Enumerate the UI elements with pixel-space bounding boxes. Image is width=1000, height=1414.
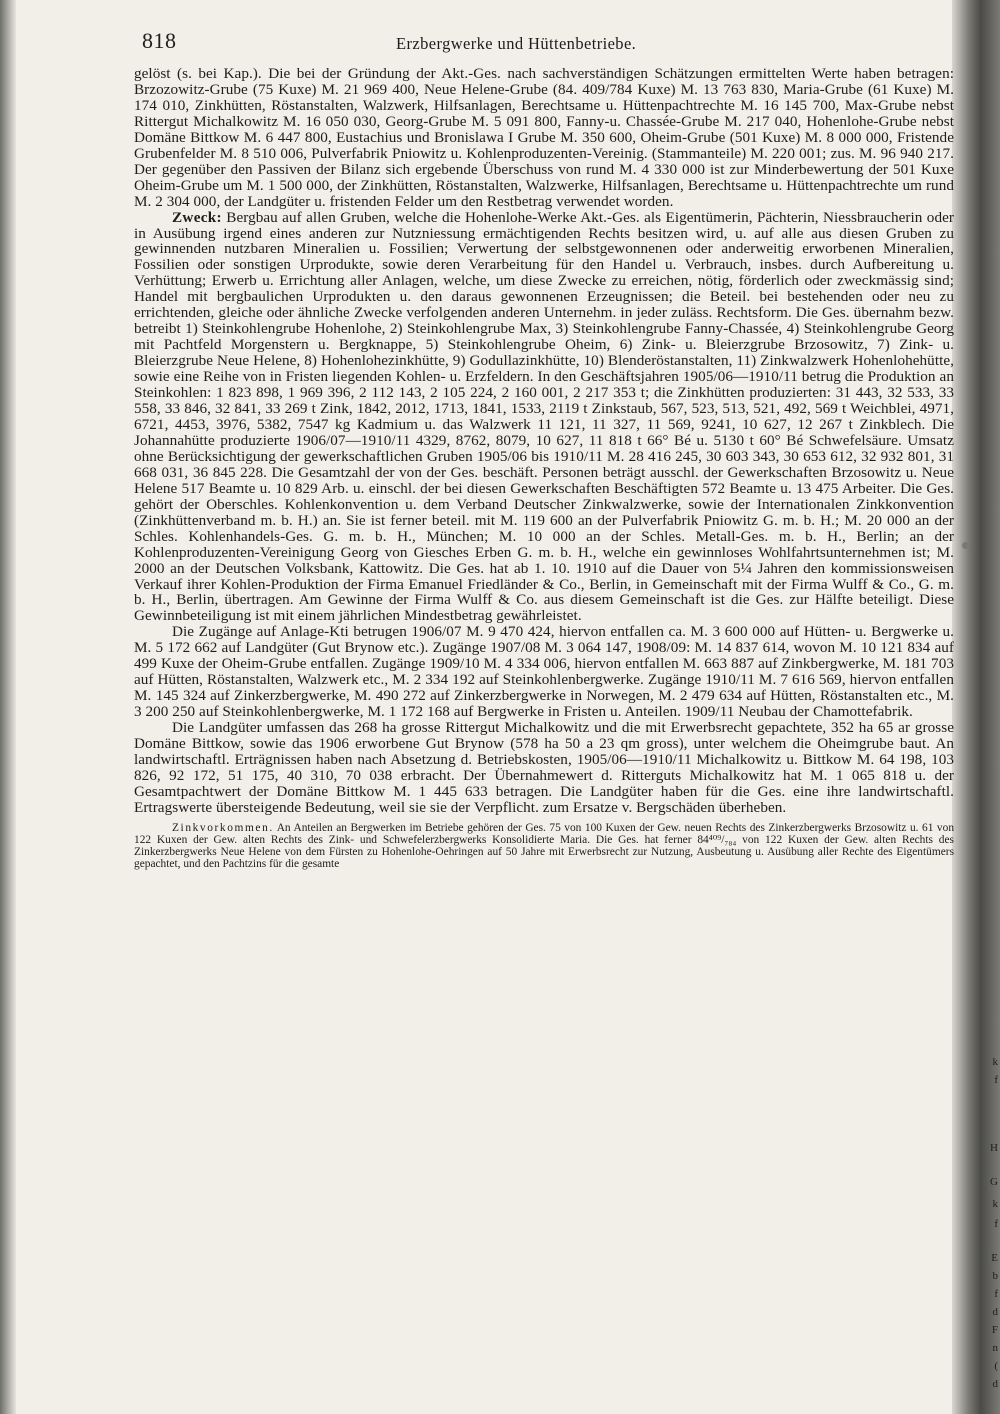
running-title: Erzbergwerke und Hüttenbetriebe.	[396, 34, 637, 53]
paragraph-text: Bergbau auf allen Gruben, welche die Hohenlohe-Werke Akt.-Ges. als Eigentümerin, Pächterin, Niessbraucherin oder in Ausübung irgend eines anderen zur Nutzniessung ermächtigenden Rechts besitzen wird, u. auf alle aus diesen Gruben zu gewinnenden nutzbaren Mineralien u. Fossilien; Verwertung der selbstgewonnenen oder anderweitig erworbenen Mineralien, Fossilien oder sonstigen Urprodukte, sowie deren Verarbeitung für den Handel u. Verbrauch, insbes. durch Aufbereitung u. Verhüttung; Erwerb u. Errichtung aller Anlagen, welche, um diese Zwecke zu erreichen, nötig, förderlich oder zweckmässig sind; Handel mit bergbaulichen Urprodukten u. den daraus gewonnenen Erzeugnissen; die Beteil. bei bestehenden oder neu zu errichtenden, gleiche oder ähnliche Zwecke verfolgenden anderen Unternehm. in jeder zuläss. Rechtsform. Die Ges. übernahm bezw. betreibt 1) Steinkohlengrube Hohenlohe, 2) Steinkohlengrube Max, 3) Steinkohlengrube Fanny-Chassée, 4) Steinkohlengrube Georg mit Pachtfeld Morgenstern u. Bergknappe, 5) Steinkohlengrube Oheim, 6) Zink- u. Bleierzgrube Brzosowitz, 7) Zink- u. Bleierzgrube Neue Helene, 8) Hohenlohezinkhütte, 9) Godullazinkhütte, 10) Blenderöstanstalten, 11) Zinkwalzwerk Hohenlohehütte, sowie eine Reihe von in Fristen liegenden Kohlen- u. Erzfeldern. In den Geschäftsjahren 1905/06—1910/11 betrug die Produktion an Steinkohlen: 1 823 898, 1 969 396, 2 112 143, 2 105 224, 2 160 001, 2 217 353 t; die Zinkhütten produzierten: 31 443, 32 533, 33 558, 33 846, 32 841, 33 269 t Zink, 1842, 2012, 1713, 1841, 1533, 2119 t Zinkstaub, 567, 523, 513, 521, 492, 569 t Weichblei, 4971, 6721, 4453, 3976, 5382, 7547 kg Kadmium u. das Walzwerk 11 121, 11 327, 11 569, 9241, 10 627, 12 267 t Zinkblech. Die Johannahütte produzierte 1906/07—1910/11 4329, 8762, 8079, 10 627, 11 818 t 66° Bé u. 5130 t 60° Bé Schwefelsäure. Umsatz ohne Berücksichtigung der gewerkschaftlichen Gruben 1905/06 bis 1910/11 M. 28 416 245, 30 603 343, 30 653 612, 32 932 801, 31 668 031, 36 845 228. Die Gesamtzahl der von der Ges. beschäft. Personen beträgt ausschl. der Gewerkschaften Brzosowitz u. Neue Helene 517 Beamte u. 10 829 Arb. u. einschl. der bei diesen Gewerkschaften Beschäftigten 572 Beamte u. 13 475 Arbeiter. Die Ges. gehört der Oberschles. Kohlenkonvention u. dem Verband Deutscher Zinkwalzwerke, sowie der Internationalen Zinkkonvention (Zinkhüttenverband m. b. H.) an. Sie ist ferner beteil. mit M. 119 600 an der Pulverfabrik Pniowitz G. m. b. H.; M. 20 000 an der Schles. Kohlenhandels-Ges. G. m. b. H., München; M. 10 000 an der Schles. Metall-Ges. m. b. H., Berlin; an der Kohlenproduzenten-Vereinigung Georg von Giesches Erben G. m. b. H., welche ein gewinnloses Wohlfahrtsunternehmen ist; M. 2000 an der Deutschen Volksbank, Kattowitz. Die Ges. hat ab 1. 10. 1910 auf die Dauer von 5¼ Jahren den kommissionsweisen Verkauf ihrer Kohlen-Produktion der Firma Emanuel Friedländer & Co., Berlin, in Gemeinschaft mit der Firma Wulff & Co., G. m. b. H., Berlin, übertragen. Am Gewinne der Firma Wulff & Co. aus diesem Gemeinschaft ist die Ges. zur Hälfte beteiligt. Diese Gewinnbeteiligung ist mit einem jährlichen Mindestbetrag gewährleistet.	[134, 208, 954, 625]
book-page	[134, 22, 954, 871]
fragment: (	[994, 1360, 998, 1372]
paragraph-text: Die Landgüter umfassen das 268 ha grosse Rittergut Michalkowitz und die mit Erwerbsrecht gepachtete, 352 ha 65 ar grosse Domäne Bittkow, sowie das 1906 erworbene Gut Brynow (578 ha 50 a 23 qm gross), unter welchem die Oheimgrube baut. An landwirtschaftl. Erträgnissen haben nach Absetzung d. Betriebskosten, 1905/06—1910/11 Michalkowitz u. Bittkow M. 64 198, 103 826, 92 172, 51 175, 40 310, 70 038 erbracht. Der Übernahmewert d. Ritterguts Michalkowitz hat M. 1 065 818 u. der Gesamtpachtwert der Domäne Bittkow M. 1 445 633 betragen. Die Landgüter haben für die Ges. eine ihre landwirtschaftl. Ertragswerte übersteigende Bedeutung, weil sie sie der Verpflicht. zum Ersatze v. Bergschäden überheben.	[134, 719, 954, 816]
fragment: n	[992, 1342, 998, 1354]
fragment: E	[991, 1252, 998, 1264]
fragment: k	[992, 1056, 998, 1068]
footnote-text: An Anteilen an Bergwerken im Betriebe gehören der Ges. 75 von 100 Kuxen der Gew. neuen Rechts des Zinkerzbergwerks Brzosowitz u. 61 von 122 Kuxen der Gew. alten Rechts des Zink- und Schwefelerzbergwerks Konsolidierte Maria. Die Ges. hat ferner 84⁴⁰⁹/₇₈₄ von 122 Kuxen der Gew. alten Rechts des Zinkerzbergwerks Neue Helene von dem Fürsten zu Hohenlohe-Oehringen auf 50 Jahre mit Erwerbsrecht zur Nutzung, Ausbeutung u. Ausübung aller Rechte des Eigentümers gepachtet, und den Pachtzins für die gesamte	[134, 821, 955, 871]
paragraph-additions	[134, 624, 954, 720]
fragment: k	[992, 1198, 998, 1210]
paragraph-capital-valuation	[134, 66, 954, 210]
scan-left-edge	[0, 0, 16, 1414]
fragment: f	[994, 1218, 998, 1230]
fragment: f	[994, 1288, 998, 1300]
paragraph-purpose	[134, 210, 954, 625]
fragment: H	[990, 1142, 998, 1154]
paragraph-text: gelöst (s. bei Kap.). Die bei der Gründung der Akt.-Ges. nach sachverständigen Schätzungen ermittelten Werte haben betragen: Brzozowitz-Grube (75 Kuxe) M. 21 969 400, Neue Helene-Grube (84. 409/784 Kuxe) M. 13 763 830, Maria-Grube (61 Kuxe) M. 174 010, Zinkhütten, Röstanstalten, Walzwerk, Hilfsanlagen, Berechtsame u. Hüttenpachtrechte M. 16 145 700, Max-Grube nebst Rittergut Michalkowitz M. 16 050 030, Georg-Grube M. 5 091 800, Fanny-u. Chassée-Grube M. 217 040, Hohenlohe-Grube nebst Domäne Bittkow M. 6 447 800, Eustachius und Bronislawa I Grube M. 350 600, Oheim-Grube (501 Kuxe) M. 8 000 000, Fristende Grubenfelder M. 8 510 006, Pulverfabrik Pniowitz u. Kohlenproduzenten-Vereinig. (Stammanteile) M. 220 001; zus. M. 96 940 217. Der gegenüber den Passiven der Bilanz sich ergebende Überschuss von rund M. 4 330 000 ist zur Minderbewertung der 501 Kuxe Oheim-Grube um M. 1 500 000, der Zinkhütten, Röstanstalten, Walzwerke, Hilfsanlagen, Berechtsame u. Hüttenpachtrechte um rund M. 2 304 000, der Landgüter u. fristenden Felder um den Restbetrag verwendet worden.	[134, 65, 954, 210]
fragment: d	[992, 1306, 998, 1318]
footnote-lead: Zinkvorkommen.	[172, 821, 274, 834]
paragraph-estates	[134, 720, 954, 816]
fragment: d	[992, 1378, 998, 1390]
page-number: 818	[142, 28, 177, 53]
footnote-zinc-deposits	[134, 822, 954, 871]
page-header	[134, 22, 954, 54]
fragment: f	[994, 1074, 998, 1086]
fragment: b	[992, 1270, 998, 1282]
adjacent-page-fragments	[984, 0, 998, 1414]
paragraph-text: Die Zugänge auf Anlage-Kti betrugen 1906/07 M. 9 470 424, hiervon entfallen ca. M. 3 600 000 auf Hütten- u. Bergwerke u. M. 5 172 662 auf Landgüter (Gut Brynow etc.). Zugänge 1907/08 M. 3 064 147, 1908/09: M. 14 837 614, wovon M. 10 121 834 auf 499 Kuxe der Oheim-Grube entfallen. Zugänge 1909/10 M. 4 334 006, hiervon entfallen M. 663 887 auf Zinkbergwerke, M. 181 703 auf Hütten, Röstanstalten, Walzwerk etc., M. 2 334 192 auf Steinkohlenbergwerke. Zugänge 1910/11 M. 7 616 569, hiervon entfallen M. 145 324 auf Zinkerzbergwerke, M. 490 272 auf Zinkerzbergwerke in Norwegen, M. 2 479 634 auf Hütten, Röstanstalten etc., M. 3 200 250 auf Steinkohlenbergwerke, M. 1 172 168 auf Bergwerke in Fristen u. Anteilen. 1909/11 Neubau der Chamottefabrik.	[134, 623, 954, 721]
scan-speck	[962, 542, 969, 549]
body-text	[134, 66, 954, 816]
paragraph-lead: Zweck:	[172, 208, 222, 226]
fragment: G	[990, 1176, 998, 1188]
fragment: F	[991, 1324, 998, 1336]
